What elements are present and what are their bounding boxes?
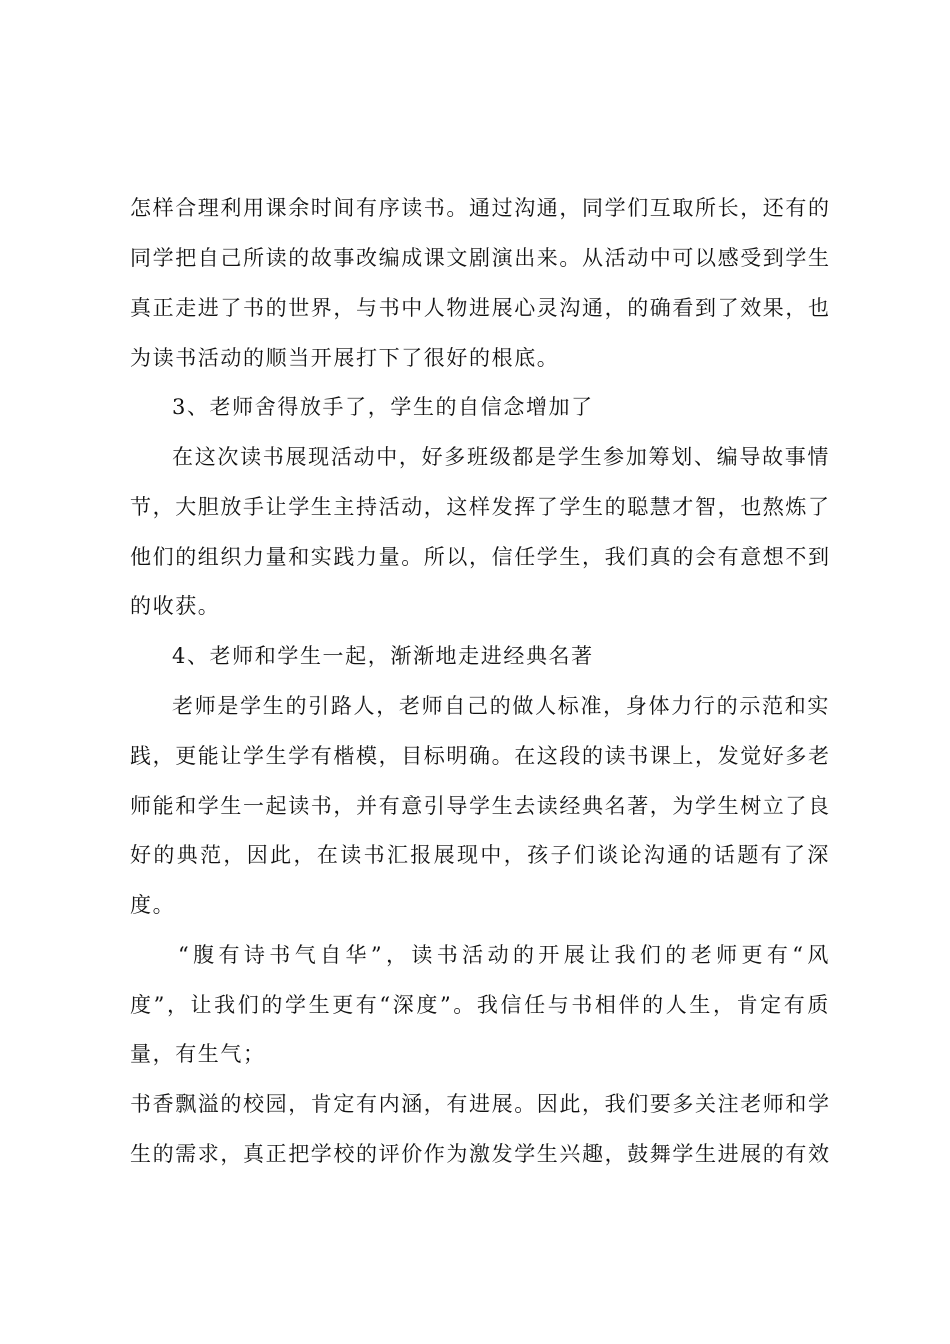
paragraph-line: 同学把自己所读的故事改编成课文剧演出来。从活动中可以感受到学生 <box>130 246 831 270</box>
paragraph-line: 老师是学生的引路人，老师自己的做人标准，身体力行的示范和实 <box>172 694 830 718</box>
paragraph-line: 他们的组织力量和实践力量。所以，信任学生，我们真的会有意想不到 <box>130 545 831 569</box>
paragraph-line: 践，更能让学生学有楷模，目标明确。在这段的读书课上，发觉好多老 <box>130 744 831 768</box>
paragraph-line: 的收获。 <box>130 594 221 618</box>
paragraph-line: 度。 <box>130 893 176 917</box>
paragraph-line: 量，有生气； <box>130 1042 266 1066</box>
paragraph-line: 书香飘溢的校园，肯定有内涵，有进展。因此，我们要多关注老师和学 <box>130 1092 831 1116</box>
paragraph-line: “腹有诗书气自华”，读书活动的开展让我们的老师更有“风 <box>178 943 830 967</box>
paragraph-line: 师能和学生一起读书，并有意引导学生去读经典名著，为学生树立了良 <box>130 794 831 818</box>
paragraph-line: 生的需求，真正把学校的评价作为激发学生兴趣，鼓舞学生进展的有效 <box>130 1142 831 1166</box>
paragraph-line: 节，大胆放手让学生主持活动，这样发挥了学生的聪慧才智，也熬炼了 <box>130 495 831 519</box>
section-heading: 3、老师舍得放手了，学生的自信念增加了 <box>172 395 594 419</box>
paragraph-line: 好的典范，因此，在读书汇报展现中，孩子们谈论沟通的话题有了深 <box>130 843 830 867</box>
paragraph-line: 在这次读书展现活动中，好多班级都是学生参加筹划、编导故事情 <box>172 445 830 469</box>
paragraph-line: 为读书活动的顺当开展打下了很好的根底。 <box>130 346 560 370</box>
paragraph-line: 真正走进了书的世界，与书中人物进展心灵沟通，的确看到了效果，也 <box>130 296 831 320</box>
paragraph-line: 度”，让我们的学生更有“深度”。我信任与书相伴的人生，肯定有质 <box>130 993 830 1017</box>
section-heading: 4、老师和学生一起，渐渐地走进经典名著 <box>172 644 594 668</box>
paragraph-line: 怎样合理利用课余时间有序读书。通过沟通，同学们互取所长，还有的 <box>130 196 831 220</box>
